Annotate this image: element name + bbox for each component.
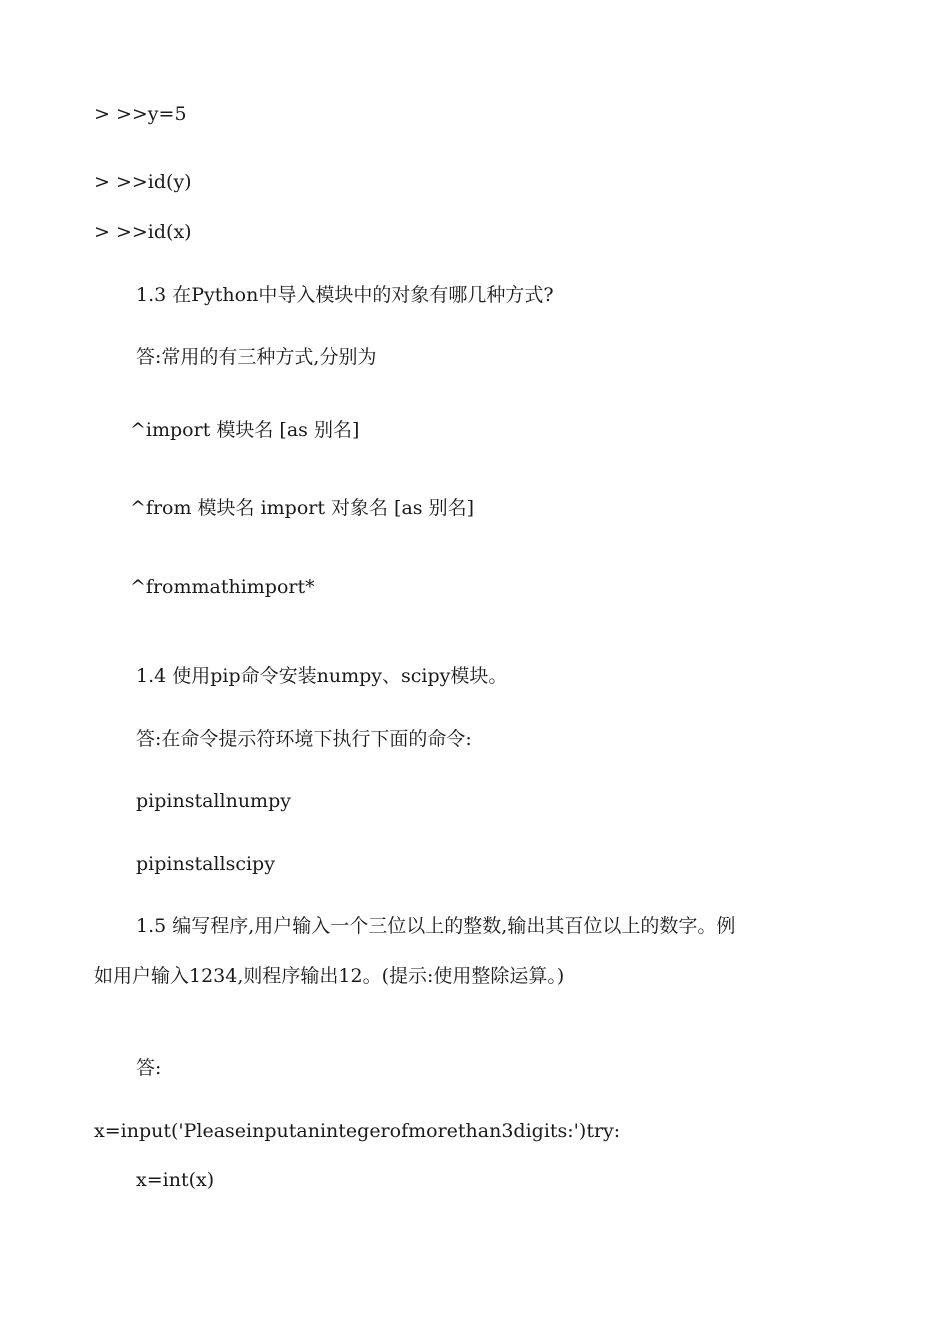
- pip-install-numpy: pipinstallnumpy: [136, 790, 291, 812]
- pip-install-scipy: pipinstallscipy: [136, 853, 275, 875]
- code-line-id-x: > >>id(x): [94, 221, 192, 243]
- answer-1-5-label: 答:: [136, 1057, 162, 1079]
- answer-1-4-intro: 答:在命令提示符环境下执行下面的命令:: [136, 728, 472, 750]
- answer-1-3-intro: 答:常用的有三种方式,分别为: [136, 346, 377, 368]
- question-1-5-line-2: 如用户输入1234,则程序输出12。(提示:使用整除运算。): [94, 965, 565, 987]
- code-line-y-assign: > >>y=5: [94, 103, 187, 125]
- code-line-int-conversion: x=int(x): [136, 1169, 215, 1191]
- question-1-3: 1.3 在Python中导入模块中的对象有哪几种方式?: [136, 284, 554, 306]
- import-method-2: ^from 模块名 import 对象名 [as 别名]: [130, 497, 475, 519]
- import-method-3: ^frommathimport*: [130, 576, 315, 598]
- question-1-4: 1.4 使用pip命令安装numpy、scipy模块。: [136, 665, 508, 687]
- code-line-id-y: > >>id(y): [94, 171, 192, 193]
- code-line-input: x=input('Pleaseinputanintegerofmorethan3digits:')try:: [94, 1120, 621, 1142]
- question-1-5-line-1: 1.5 编写程序,用户输入一个三位以上的整数,输出其百位以上的数字。例: [136, 915, 736, 937]
- import-method-1: ^import 模块名 [as 别名]: [130, 419, 360, 441]
